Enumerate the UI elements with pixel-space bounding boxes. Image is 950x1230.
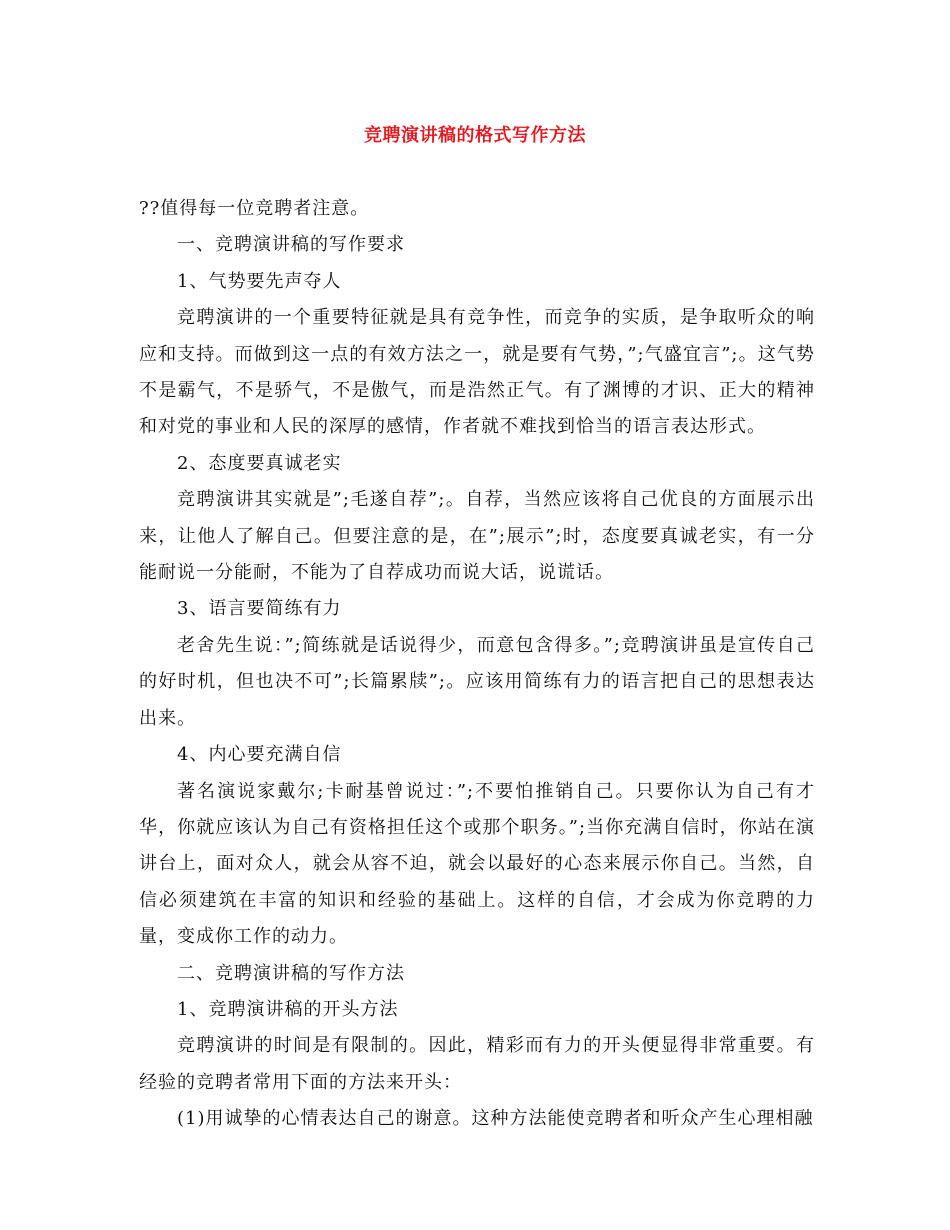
subheading-concise-language: 3、语言要简练有力: [177, 598, 342, 620]
paragraph-method-one: (1)用诚挚的心情表达自己的谢意。这种方法能使竞聘者和听众产生心理相融: [177, 1108, 814, 1130]
document-title: 竞聘演讲稿的格式写作方法: [364, 125, 586, 146]
paragraph-sincerity: 竞聘演讲其实就是”;毛遂自荐”;。自荐，当然应该将自己优良的方面展示出来，让他人了解自己。但要注意的是，在”;展示”;时，态度要真诚老实，有一分能耐说一分能耐，不能为了自荐成功而说大话，说谎话。: [139, 489, 815, 584]
document-body: [139, 191, 815, 1138]
subheading-opening-methods: 1、竞聘演讲稿的开头方法: [177, 998, 399, 1020]
paragraph-opening-methods: 竞聘演讲的时间是有限制的。因此，精彩而有力的开头便显得非常重要。有经验的竞聘者常用下面的方法来开头：: [139, 1035, 815, 1093]
paragraph-concise-language: 老舍先生说：”;简练就是话说得少，而意包含得多。”;竞聘演讲虽是宣传自己的好时机，但也决不可”;长篇累牍”;。应该用简练有力的语言把自己的思想表达出来。: [139, 634, 815, 729]
section-heading-requirements: 一、竞聘演讲稿的写作要求: [177, 234, 405, 256]
section-heading-methods: 二、竞聘演讲稿的写作方法: [177, 962, 405, 984]
subheading-confidence: 4、内心要充满自信: [177, 744, 342, 766]
paragraph-momentum: 竞聘演讲的一个重要特征就是具有竞争性，而竞争的实质，是争取听众的响应和支持。而做到这一点的有效方法之一，就是要有气势，”;气盛宜言”;。这气势不是霸气，不是骄气，不是傲气，而是浩然正气。有了渊博的才识、正大的精神和对党的事业和人民的深厚的感情，作者就不难找到恰当的语言表达形式。: [139, 307, 815, 438]
subheading-momentum: 1、气势要先声夺人: [177, 270, 342, 292]
paragraph-intro: ??值得每一位竞聘者注意。: [139, 198, 370, 219]
paragraph-confidence: 著名演说家戴尔;卡耐基曾说过：”;不要怕推销自己。只要你认为自己有才华，你就应该认为自己有资格担任这个或那个职务。”;当你充满自信时，你站在演讲台上，面对众人，就会从容不迫，就会以最好的心态来展示你自己。当然，自信必须建筑在丰富的知识和经验的基础上。这样的自信，才会成为你竞聘的力量，变成你工作的动力。: [139, 780, 815, 948]
subheading-sincerity: 2、态度要真诚老实: [177, 452, 342, 474]
